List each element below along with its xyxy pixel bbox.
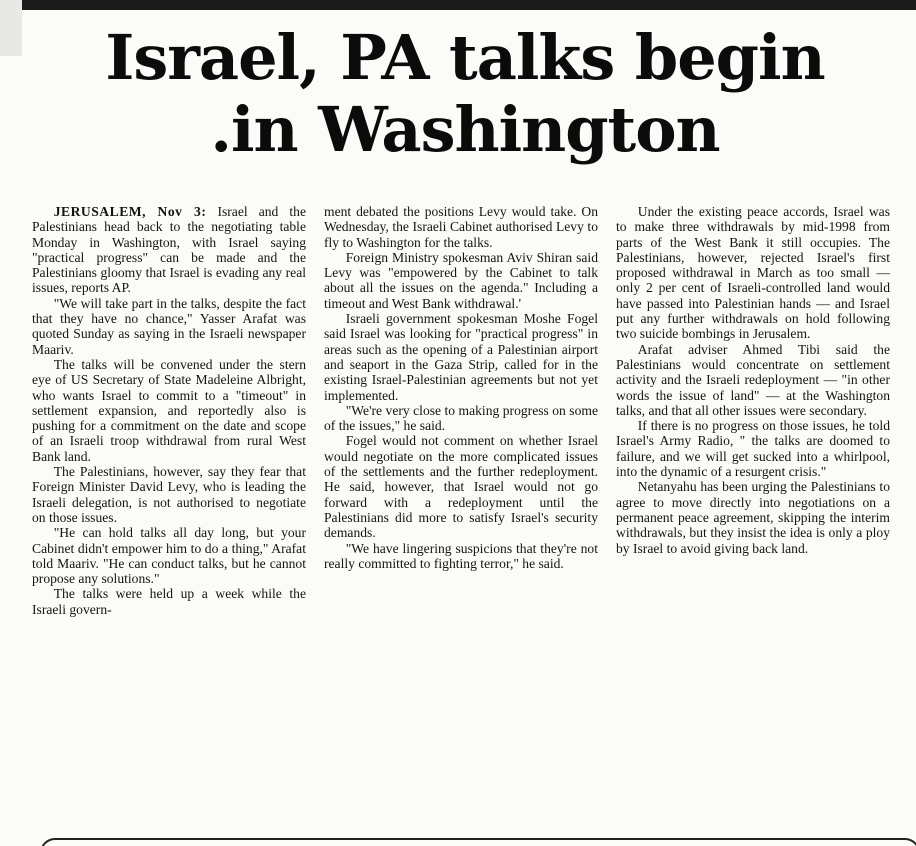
next-article-frame <box>40 838 916 846</box>
headline <box>30 22 900 166</box>
article-column-3 <box>616 204 890 836</box>
paragraph: If there is no progress on those issues, he told Israel's Army Radio, " the talks are doomed to failure, and we will get sucked into a whirlpool, into the dynamic of a resurgent crisis." <box>616 418 890 480</box>
left-margin-strip <box>0 0 22 56</box>
paragraph: "We will take part in the talks, despite the fact that they have no chance," Yasser Arafat was quoted Sunday as saying in the Israeli newspaper Maariv. <box>32 295 306 357</box>
article-body <box>32 204 890 836</box>
paragraph: Under the existing peace accords, Israel was to make three withdrawals by mid-1998 from parts of the West Bank it still occupies. The Palestinians, however, rejected Israel's first proposed withdrawal in March as too small — only 2 per cent of Israeli-controlled land would have passed into Palestinian hands — and Israel put any further withdrawals on hold following two suicide bombings in Jerusalem. <box>616 204 890 342</box>
article-column-2 <box>324 204 598 836</box>
headline-line-1: Israel, PA talks begin <box>105 21 825 94</box>
headline-line-2: .in Washington <box>210 93 720 166</box>
paragraph: The talks will be convened under the stern eye of US Secretary of State Madeleine Albright, who wants Israel to commit to a "timeout" in settlement expansion, and reportedly also is pushing for a commitment on the date and scope of an Israeli troop withdrawal from rural West Bank land. <box>32 356 306 464</box>
paragraph: Fogel would not comment on whether Israel would negotiate on the more complicated issues of the settlements and the further redeployment. He said, however, that Israel would not go forward with a redeployment until the Palestinians did more to satisfy Israel's security demands. <box>324 433 598 541</box>
paragraph: ment debated the positions Levy would take. On Wednesday, the Israeli Cabinet authorised Levy to fly to Washington for the talks. <box>324 204 598 250</box>
paragraph: Netanyahu has been urging the Palestinians to agree to move directly into negotiations on a permanent peace agreement, skipping the interim withdrawals, but they insist the idea is only a ploy by Israel to avoid giving back land. <box>616 479 890 556</box>
paragraph: "He can hold talks all day long, but your Cabinet didn't empower him to do a thing," Arafat told Maariv. "He can conduct talks, but he cannot propose any solutions." <box>32 525 306 587</box>
paragraph: The talks were held up a week while the Israeli govern- <box>32 586 306 617</box>
paragraph-text: Israel and the Palestinians head back to the negotiating table Monday in Washington, with Israel saying "practical progress" can be made and the Palestinians gloomy that Israel is evading any real issues, reports AP. <box>32 204 306 296</box>
paragraph: "We're very close to making progress on some of the issues," he said. <box>324 402 598 434</box>
paragraph: Foreign Ministry spokesman Aviv Shiran said Levy was "empowered by the Cabinet to talk about all the issues on the agenda." Including a timeout and West Bank withdrawal.' <box>324 249 598 311</box>
top-rule <box>0 0 916 10</box>
paragraph: Arafat adviser Ahmed Tibi said the Palestinians would concentrate on settlement activity and the Israeli redeployment — "in other words the issue of land" — at the Washington talks, and that all other issues were secondary. <box>616 341 890 418</box>
paragraph: The Palestinians, however, say they fear that Foreign Minister David Levy, who is leading the Israeli delegation, is not authorised to negotiate on those issues. <box>32 464 306 525</box>
dateline: JERUSALEM, Nov 3: <box>53 204 207 219</box>
article-column-1 <box>32 204 306 836</box>
paragraph: "We have lingering suspicions that they're not really committed to fighting terror," he said. <box>324 540 598 571</box>
paragraph <box>32 204 306 296</box>
paragraph: Israeli government spokesman Moshe Fogel said Israel was looking for "practical progress" in areas such as the opening of a Palestinian airport and seaport in the Gaza Strip, called for in the existing Israel-Palestinian agreements but not yet implemented. <box>324 311 598 403</box>
